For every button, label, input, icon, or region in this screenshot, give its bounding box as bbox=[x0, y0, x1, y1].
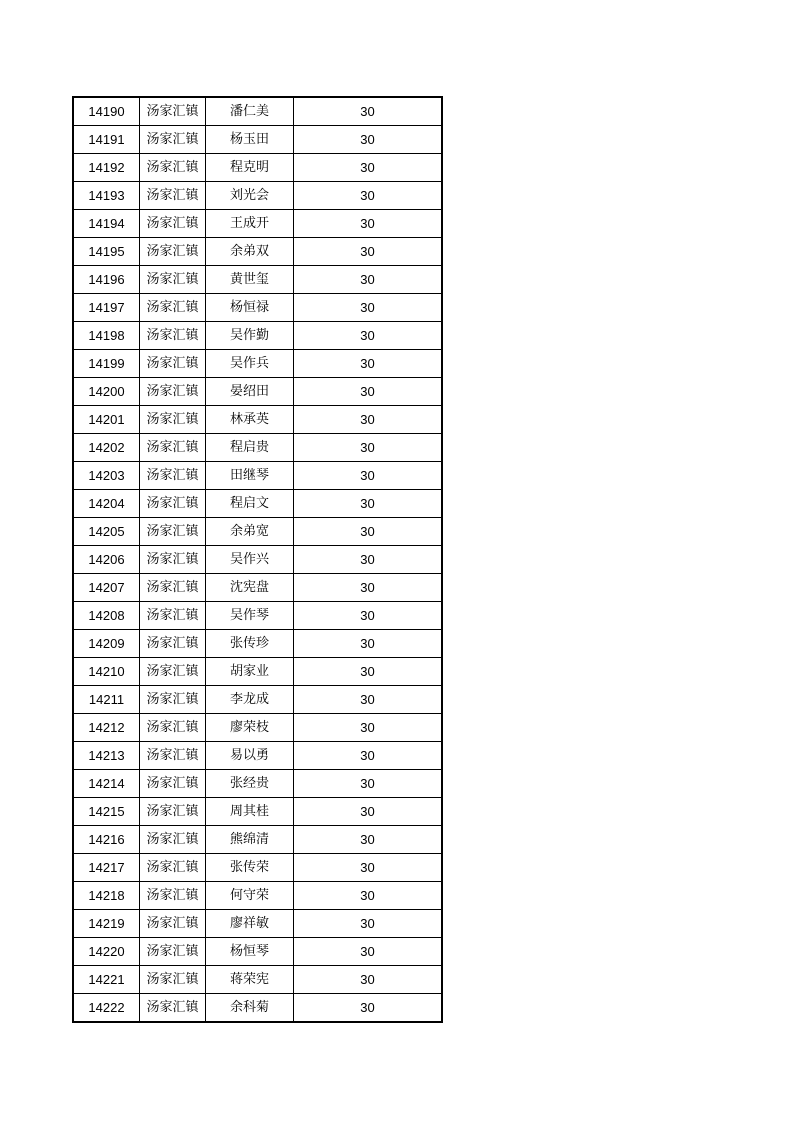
cell-id: 14196 bbox=[73, 266, 140, 294]
table-body bbox=[73, 97, 442, 1022]
cell-id: 14208 bbox=[73, 602, 140, 630]
cell-id: 14210 bbox=[73, 658, 140, 686]
cell-name: 吴作兴 bbox=[206, 546, 294, 574]
table-row bbox=[73, 490, 442, 518]
cell-name: 蒋荣宪 bbox=[206, 966, 294, 994]
cell-id: 14212 bbox=[73, 714, 140, 742]
cell-id: 14204 bbox=[73, 490, 140, 518]
cell-amount: 30 bbox=[294, 910, 443, 938]
cell-amount: 30 bbox=[294, 714, 443, 742]
table-row bbox=[73, 826, 442, 854]
cell-id: 14198 bbox=[73, 322, 140, 350]
cell-town: 汤家汇镇 bbox=[140, 602, 206, 630]
cell-town: 汤家汇镇 bbox=[140, 182, 206, 210]
cell-id: 14209 bbox=[73, 630, 140, 658]
cell-amount: 30 bbox=[294, 154, 443, 182]
cell-id: 14218 bbox=[73, 882, 140, 910]
cell-town: 汤家汇镇 bbox=[140, 574, 206, 602]
cell-amount: 30 bbox=[294, 490, 443, 518]
cell-town: 汤家汇镇 bbox=[140, 882, 206, 910]
cell-id: 14207 bbox=[73, 574, 140, 602]
cell-town: 汤家汇镇 bbox=[140, 966, 206, 994]
cell-name: 程克明 bbox=[206, 154, 294, 182]
cell-town: 汤家汇镇 bbox=[140, 434, 206, 462]
cell-id: 14214 bbox=[73, 770, 140, 798]
cell-town: 汤家汇镇 bbox=[140, 854, 206, 882]
cell-amount: 30 bbox=[294, 182, 443, 210]
cell-name: 程启贵 bbox=[206, 434, 294, 462]
cell-id: 14199 bbox=[73, 350, 140, 378]
table-row bbox=[73, 574, 442, 602]
cell-amount: 30 bbox=[294, 854, 443, 882]
cell-name: 李龙成 bbox=[206, 686, 294, 714]
cell-town: 汤家汇镇 bbox=[140, 322, 206, 350]
cell-town: 汤家汇镇 bbox=[140, 97, 206, 126]
cell-amount: 30 bbox=[294, 462, 443, 490]
cell-name: 杨玉田 bbox=[206, 126, 294, 154]
cell-town: 汤家汇镇 bbox=[140, 994, 206, 1023]
cell-town: 汤家汇镇 bbox=[140, 210, 206, 238]
cell-id: 14217 bbox=[73, 854, 140, 882]
table-row bbox=[73, 602, 442, 630]
cell-name: 周其桂 bbox=[206, 798, 294, 826]
cell-name: 易以勇 bbox=[206, 742, 294, 770]
cell-amount: 30 bbox=[294, 798, 443, 826]
cell-id: 14202 bbox=[73, 434, 140, 462]
table-row bbox=[73, 686, 442, 714]
cell-amount: 30 bbox=[294, 378, 443, 406]
cell-name: 林承英 bbox=[206, 406, 294, 434]
table-row bbox=[73, 518, 442, 546]
cell-amount: 30 bbox=[294, 686, 443, 714]
cell-name: 吴作勤 bbox=[206, 322, 294, 350]
cell-name: 沈宪盘 bbox=[206, 574, 294, 602]
cell-name: 张传珍 bbox=[206, 630, 294, 658]
cell-id: 14215 bbox=[73, 798, 140, 826]
cell-amount: 30 bbox=[294, 294, 443, 322]
cell-town: 汤家汇镇 bbox=[140, 826, 206, 854]
table-row bbox=[73, 938, 442, 966]
cell-amount: 30 bbox=[294, 210, 443, 238]
table-row bbox=[73, 770, 442, 798]
cell-amount: 30 bbox=[294, 882, 443, 910]
cell-id: 14206 bbox=[73, 546, 140, 574]
cell-id: 14222 bbox=[73, 994, 140, 1023]
cell-amount: 30 bbox=[294, 938, 443, 966]
cell-town: 汤家汇镇 bbox=[140, 378, 206, 406]
cell-town: 汤家汇镇 bbox=[140, 798, 206, 826]
table-row bbox=[73, 854, 442, 882]
cell-amount: 30 bbox=[294, 350, 443, 378]
cell-id: 14219 bbox=[73, 910, 140, 938]
cell-amount: 30 bbox=[294, 826, 443, 854]
cell-id: 14211 bbox=[73, 686, 140, 714]
table-row bbox=[73, 154, 442, 182]
table-row bbox=[73, 238, 442, 266]
cell-id: 14192 bbox=[73, 154, 140, 182]
cell-town: 汤家汇镇 bbox=[140, 630, 206, 658]
cell-town: 汤家汇镇 bbox=[140, 714, 206, 742]
cell-id: 14200 bbox=[73, 378, 140, 406]
cell-id: 14213 bbox=[73, 742, 140, 770]
cell-amount: 30 bbox=[294, 742, 443, 770]
table-row bbox=[73, 210, 442, 238]
cell-name: 黄世玺 bbox=[206, 266, 294, 294]
cell-town: 汤家汇镇 bbox=[140, 154, 206, 182]
cell-name: 胡家业 bbox=[206, 658, 294, 686]
cell-town: 汤家汇镇 bbox=[140, 266, 206, 294]
cell-id: 14194 bbox=[73, 210, 140, 238]
table-row bbox=[73, 126, 442, 154]
cell-id: 14197 bbox=[73, 294, 140, 322]
table-row bbox=[73, 994, 442, 1023]
cell-town: 汤家汇镇 bbox=[140, 910, 206, 938]
cell-amount: 30 bbox=[294, 434, 443, 462]
cell-id: 14220 bbox=[73, 938, 140, 966]
cell-amount: 30 bbox=[294, 322, 443, 350]
cell-town: 汤家汇镇 bbox=[140, 518, 206, 546]
cell-amount: 30 bbox=[294, 97, 443, 126]
cell-id: 14191 bbox=[73, 126, 140, 154]
table-row bbox=[73, 462, 442, 490]
cell-town: 汤家汇镇 bbox=[140, 406, 206, 434]
cell-name: 田继琴 bbox=[206, 462, 294, 490]
cell-name: 潘仁美 bbox=[206, 97, 294, 126]
table-row bbox=[73, 910, 442, 938]
cell-name: 晏绍田 bbox=[206, 378, 294, 406]
table-row bbox=[73, 966, 442, 994]
cell-town: 汤家汇镇 bbox=[140, 126, 206, 154]
cell-amount: 30 bbox=[294, 966, 443, 994]
cell-name: 廖荣枝 bbox=[206, 714, 294, 742]
cell-amount: 30 bbox=[294, 770, 443, 798]
cell-name: 王成开 bbox=[206, 210, 294, 238]
cell-amount: 30 bbox=[294, 658, 443, 686]
cell-name: 程启文 bbox=[206, 490, 294, 518]
table-row bbox=[73, 630, 442, 658]
table-row bbox=[73, 378, 442, 406]
cell-name: 杨恒禄 bbox=[206, 294, 294, 322]
cell-name: 廖祥敏 bbox=[206, 910, 294, 938]
cell-town: 汤家汇镇 bbox=[140, 938, 206, 966]
table-row bbox=[73, 182, 442, 210]
cell-amount: 30 bbox=[294, 238, 443, 266]
cell-amount: 30 bbox=[294, 406, 443, 434]
cell-name: 何守荣 bbox=[206, 882, 294, 910]
cell-name: 张经贵 bbox=[206, 770, 294, 798]
data-table bbox=[72, 96, 443, 1023]
cell-town: 汤家汇镇 bbox=[140, 546, 206, 574]
table-row bbox=[73, 97, 442, 126]
table-row bbox=[73, 350, 442, 378]
cell-name: 余科菊 bbox=[206, 994, 294, 1023]
table-row bbox=[73, 798, 442, 826]
cell-amount: 30 bbox=[294, 574, 443, 602]
cell-id: 14193 bbox=[73, 182, 140, 210]
table-row bbox=[73, 714, 442, 742]
cell-town: 汤家汇镇 bbox=[140, 490, 206, 518]
table-row bbox=[73, 434, 442, 462]
cell-amount: 30 bbox=[294, 518, 443, 546]
table-row bbox=[73, 882, 442, 910]
table-row bbox=[73, 742, 442, 770]
cell-id: 14190 bbox=[73, 97, 140, 126]
cell-id: 14201 bbox=[73, 406, 140, 434]
cell-name: 吴作琴 bbox=[206, 602, 294, 630]
cell-id: 14195 bbox=[73, 238, 140, 266]
cell-name: 张传荣 bbox=[206, 854, 294, 882]
cell-town: 汤家汇镇 bbox=[140, 294, 206, 322]
cell-town: 汤家汇镇 bbox=[140, 658, 206, 686]
table-row bbox=[73, 546, 442, 574]
table-row bbox=[73, 266, 442, 294]
table-row bbox=[73, 658, 442, 686]
cell-town: 汤家汇镇 bbox=[140, 350, 206, 378]
cell-amount: 30 bbox=[294, 994, 443, 1023]
cell-id: 14205 bbox=[73, 518, 140, 546]
cell-town: 汤家汇镇 bbox=[140, 686, 206, 714]
cell-town: 汤家汇镇 bbox=[140, 462, 206, 490]
cell-town: 汤家汇镇 bbox=[140, 770, 206, 798]
cell-amount: 30 bbox=[294, 126, 443, 154]
cell-id: 14203 bbox=[73, 462, 140, 490]
cell-id: 14221 bbox=[73, 966, 140, 994]
cell-name: 熊绵清 bbox=[206, 826, 294, 854]
cell-town: 汤家汇镇 bbox=[140, 742, 206, 770]
cell-amount: 30 bbox=[294, 546, 443, 574]
cell-amount: 30 bbox=[294, 630, 443, 658]
table-row bbox=[73, 294, 442, 322]
cell-id: 14216 bbox=[73, 826, 140, 854]
cell-town: 汤家汇镇 bbox=[140, 238, 206, 266]
cell-amount: 30 bbox=[294, 602, 443, 630]
cell-name: 杨恒琴 bbox=[206, 938, 294, 966]
cell-name: 吴作兵 bbox=[206, 350, 294, 378]
cell-name: 余弟双 bbox=[206, 238, 294, 266]
cell-name: 余弟宽 bbox=[206, 518, 294, 546]
table-row bbox=[73, 322, 442, 350]
cell-amount: 30 bbox=[294, 266, 443, 294]
table-row bbox=[73, 406, 442, 434]
cell-name: 刘光会 bbox=[206, 182, 294, 210]
